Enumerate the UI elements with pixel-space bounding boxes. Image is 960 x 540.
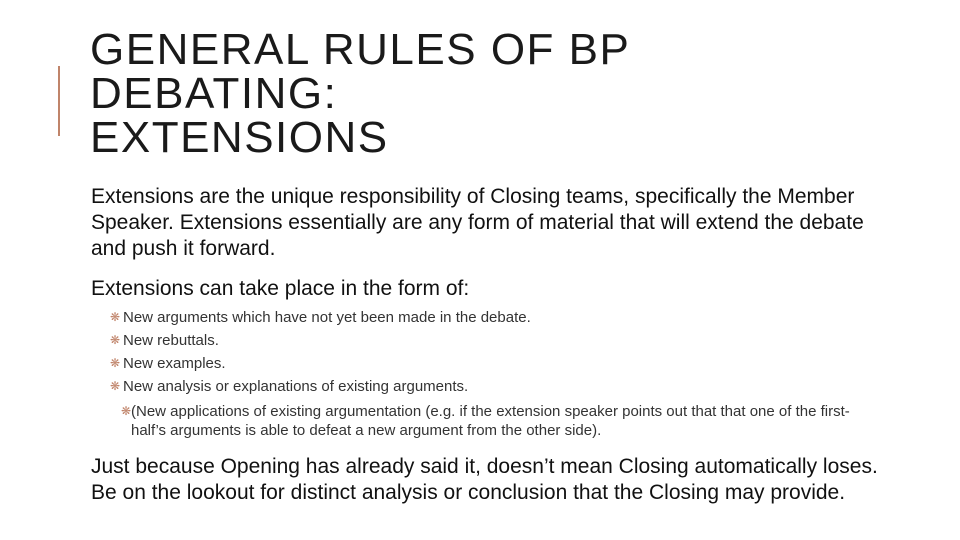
list-item-text: New analysis or explanations of existing arguments. bbox=[123, 378, 469, 395]
closing-paragraph: Just because Opening has already said it, doesn’t mean Closing automatically loses. Be on the lookout for distinct analysis or conclusion that the Closing may provide. bbox=[91, 455, 878, 504]
sub-list-item-text: (New applications of existing argumentation (e.g. if the extension speaker points out that that one of the first-half’s arguments is able to defeat a new argument from the other side). bbox=[131, 403, 850, 439]
list-item bbox=[91, 352, 881, 375]
list-item bbox=[91, 375, 881, 398]
title-line-1: GENERAL RULES OF BP bbox=[90, 25, 631, 74]
bullet-icon: ❋ bbox=[110, 379, 121, 393]
list-item bbox=[91, 329, 881, 352]
forms-heading: Extensions can take place in the form of: bbox=[91, 277, 470, 300]
sub-list-item bbox=[91, 402, 881, 440]
list-item-text: New arguments which have not yet been made in the debate. bbox=[123, 309, 531, 326]
bullet-icon: ❋ bbox=[110, 333, 121, 347]
bullet-icon: ❋ bbox=[110, 356, 121, 370]
title-line-3: EXTENSIONS bbox=[90, 113, 389, 162]
list-item-text: New examples. bbox=[123, 355, 226, 372]
bullet-icon: ❋ bbox=[110, 310, 121, 324]
slide-title bbox=[90, 25, 631, 162]
title-line-2: DEBATING: bbox=[90, 69, 338, 118]
intro-paragraph: Extensions are the unique responsibility of Closing teams, specifically the Member Speaker. Extensions essentially are any form of material that will extend the debate and push it forward. bbox=[91, 185, 864, 260]
sub-forms-list bbox=[91, 402, 881, 440]
bullet-icon: ❋ bbox=[121, 404, 132, 418]
list-item-text: New rebuttals. bbox=[123, 332, 219, 349]
list-item bbox=[91, 306, 881, 329]
title-accent-bar bbox=[58, 66, 60, 136]
slide-body bbox=[91, 184, 881, 506]
forms-list bbox=[91, 306, 881, 398]
